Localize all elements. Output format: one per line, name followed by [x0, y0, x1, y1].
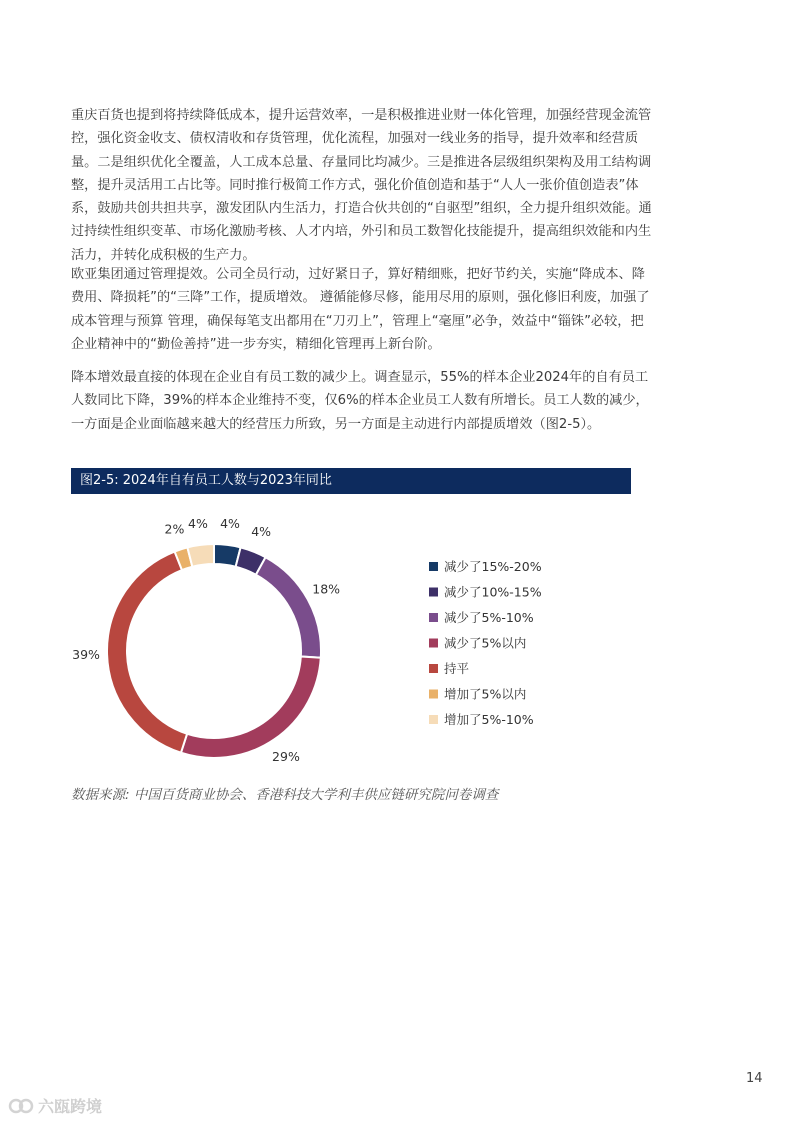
legend-swatch-2: [429, 588, 438, 597]
figure-title-banner: 图2-5: 2024年自有员工人数与2023年同比: [71, 468, 631, 494]
body-paragraph-1: 重庆百货也提到将持续降低成本，提升运营效率，一是积极推进业财一体化管理，加强经营现金流管控，强化资金收支、债权清收和存货管理，优化流程，加强对一线业务的指导，提升效率和经营质量。二是组织优化全覆盖，人工成本总量、存量同比均减少。三是推进各层级组织架构及用工结构调整，提升灵活用工占比等。同时推行极简工作方式，强化价值创造和基于“人人一张价值创造表”体系，鼓励共创共担共享，激发团队内生活力，打造合伙共创的“自驱型”组织，全力提升组织效能。通过持续性组织变革、市场化激励考核、人才内培，外引和员工数智化技能提升，提高组织效能和内生活力，并转化成积极的生产力。: [71, 108, 652, 263]
legend-label-2: 减少了10%-15%: [444, 584, 542, 600]
donut-slice-5: [107, 552, 187, 753]
legend-label-4: 减少了5%以内: [444, 635, 527, 651]
legend-label-6: 增加了5%以内: [444, 686, 527, 702]
legend-swatch-3: [429, 613, 438, 622]
body-paragraph-3: 降本增效最直接的体现在企业自有员工数的减少上。调查显示，55%的样本企业2024年的自有员工人数同比下降，39%的样本企业维持不变，仅6%的样本企业员工人数有所增长。员工人数的减少，一方面是企业面临越来越大的经营压力所致，另一方面是主动进行内部提质增效（图2-5）。: [71, 370, 649, 432]
legend-swatch-1: [429, 562, 438, 571]
legend-swatch-6: [429, 690, 438, 699]
donut-slice-3: [256, 557, 321, 657]
donut-chart: [60, 505, 660, 775]
slice-value-label-7: 4%: [188, 516, 208, 532]
legend-swatch-5: [429, 664, 438, 673]
legend-label-5: 持平: [444, 661, 470, 676]
slice-value-label-6: 2%: [164, 521, 185, 537]
legend-label-3: 减少了5%-10%: [444, 610, 534, 625]
watermark: [8, 1094, 102, 1117]
watermark-text: 六瓯跨境: [38, 1097, 103, 1116]
body-paragraph-2: 欧亚集团通过管理提效。公司全员行动，过好紧日子，算好精细账，把好节约关，实施“降成本、降费用、降损耗”的“三降”工作，提质增效。 遵循能修尽修，能用尽用的原则，强化修旧利废，加强了成本管理与预算 管理，确保每笔支出都用在“刀刃上”，管理上“毫厘”必争，效益中“锱铢”必较，把企业精神中的“勤俭善持”进一步夯实，精细化管理再上新台阶。: [71, 267, 650, 352]
donut-slice-7: [187, 544, 214, 567]
legend-label-1: 减少了15%-20%: [444, 559, 542, 574]
slice-value-label-5: 39%: [72, 647, 100, 663]
slice-value-label-2: 4%: [251, 523, 272, 539]
page-number: 14: [746, 1071, 763, 1086]
legend-label-7: 增加了5%-10%: [444, 712, 534, 727]
watermark-logo-icon: [8, 1096, 34, 1116]
donut-slice-4: [181, 656, 321, 758]
slice-value-label-3: 18%: [312, 581, 341, 597]
legend-swatch-7: [429, 715, 438, 724]
legend-swatch-4: [429, 639, 438, 648]
data-source-note: 数据来源: 中国百货商业协会、香港科技大学利丰供应链研究院问卷调查: [71, 787, 499, 803]
slice-value-label-1: 4%: [220, 516, 240, 532]
slice-value-label-4: 29%: [272, 748, 300, 764]
